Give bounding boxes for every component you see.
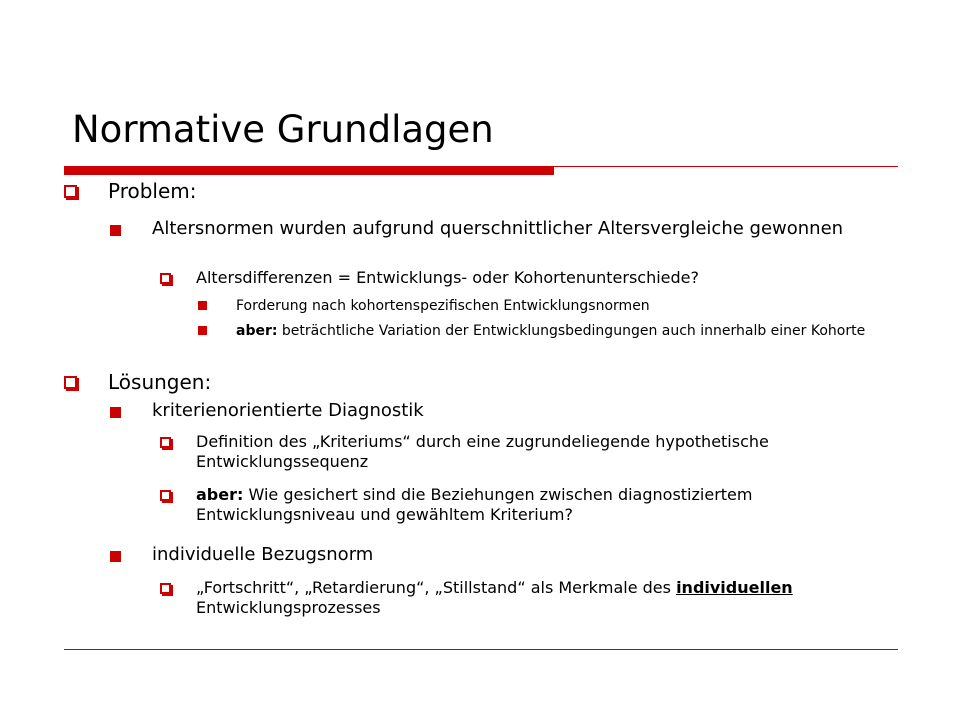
bullet-fortschritt: [196, 578, 896, 618]
bullet-aber-variation: [236, 322, 876, 340]
hollow-square-bullet-icon: [160, 490, 171, 501]
hollow-square-bullet-icon: [160, 583, 171, 594]
filled-square-bullet-icon: [110, 407, 121, 418]
bullet-aber-variation-bold: aber:: [236, 323, 278, 339]
hollow-square-bullet-icon: [160, 273, 171, 284]
hollow-square-bullet-icon: [160, 437, 171, 448]
bullet-kriterienorientiert-text: kriterienorientierte Diagnostik: [152, 400, 424, 421]
bullet-aber-beziehungen-bold: aber:: [196, 485, 244, 504]
filled-square-bullet-icon: [198, 326, 207, 335]
bullet-individuelle-bezugsnorm: [152, 545, 892, 565]
filled-square-bullet-icon: [110, 225, 121, 236]
hollow-square-bullet-icon: [64, 185, 77, 198]
bullet-individuelle-bezugsnorm-text: individuelle Bezugsnorm: [152, 544, 374, 565]
filled-square-bullet-icon: [198, 301, 207, 310]
bullet-problem: [108, 179, 197, 203]
bullet-forderung: [236, 297, 876, 315]
bullet-definition-text: Definition des „Kriteriums“ durch eine zugrundeliegende hypothetische Entwicklungssequenz: [196, 432, 769, 471]
bullet-altersnormen: [152, 219, 892, 239]
hollow-square-bullet-icon: [64, 376, 77, 389]
bullet-forderung-text: Forderung nach kohortenspezifischen Entwicklungsnormen: [236, 298, 650, 314]
footer-divider: [64, 649, 898, 650]
slide-title: Normative Grundlagen: [72, 108, 494, 151]
filled-square-bullet-icon: [110, 551, 121, 562]
bullet-aber-beziehungen-text: Wie gesichert sind die Beziehungen zwischen diagnostiziertem Entwicklungsniveau und gewähltem Kriterium?: [196, 485, 753, 524]
bullet-problem-label: Problem:: [108, 179, 197, 203]
bullet-fortschritt-suffix: Entwicklungsprozesses: [196, 598, 381, 617]
bullet-altersdifferenzen: [196, 268, 896, 288]
bullet-fortschritt-prefix: „Fortschritt“, „Retardierung“, „Stillstand“ als Merkmale des: [196, 578, 671, 597]
bullet-altersnormen-text: Altersnormen wurden aufgrund querschnittlicher Altersvergleiche gewonnen: [152, 218, 844, 239]
bullet-fortschritt-emphasis: individuellen: [676, 578, 793, 597]
bullet-kriterienorientiert: [152, 401, 892, 421]
bullet-loesungen: [108, 370, 211, 394]
bullet-aber-variation-text: beträchtliche Variation der Entwicklungsbedingungen auch innerhalb einer Kohorte: [281, 323, 866, 339]
bullet-definition: [196, 432, 896, 472]
bullet-aber-beziehungen: [196, 485, 896, 525]
bullet-loesungen-label: Lösungen:: [108, 370, 212, 394]
bullet-altersdifferenzen-text: Altersdifferenzen = Entwicklungs- oder Kohortenunterschiede?: [196, 268, 699, 287]
